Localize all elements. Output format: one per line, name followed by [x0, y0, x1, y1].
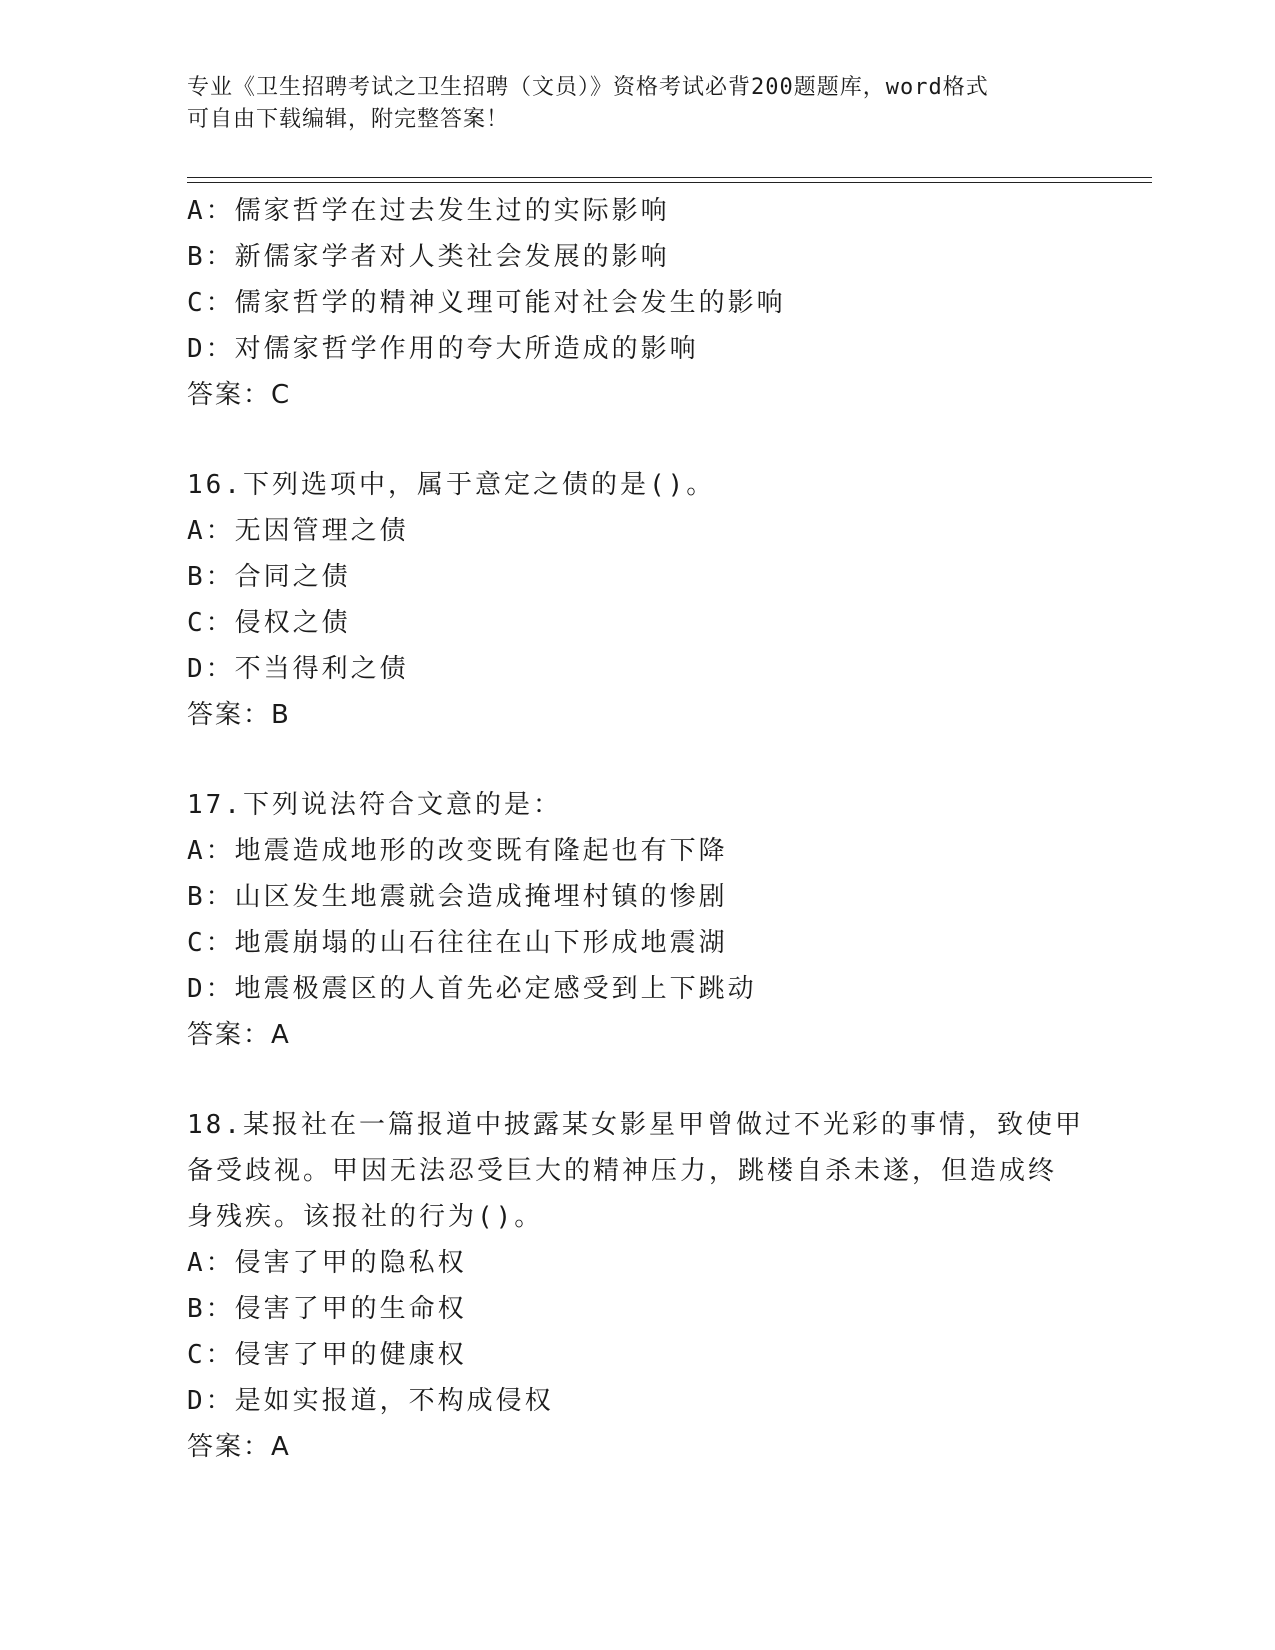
option-c: C：侵害了甲的健康权 [187, 1340, 467, 1370]
question-stem-line-3: 身残疾。该报社的行为()。 [187, 1202, 544, 1232]
option-d: D：是如实报道，不构成侵权 [187, 1386, 554, 1416]
option-a: A：侵害了甲的隐私权 [187, 1248, 467, 1278]
answer: 答案：A [187, 1432, 291, 1462]
answer: 答案：B [187, 700, 291, 730]
question-17 [187, 782, 1147, 1058]
header-title-line-1: 专业《卫生招聘考试之卫生招聘（文员）》资格考试必背200题题库，word格式 [187, 75, 989, 100]
spacer [187, 418, 1147, 462]
header-divider-bottom [187, 182, 1152, 183]
question-stem-line-1: 18.某报社在一篇报道中披露某女影星甲曾做过不光彩的事情，致使甲 [187, 1110, 1084, 1140]
document-header [187, 72, 1087, 136]
option-b: B：合同之债 [187, 562, 351, 592]
question-stem-line-2: 备受歧视。甲因无法忍受巨大的精神压力，跳楼自杀未遂，但造成终 [187, 1156, 1058, 1186]
option-b: B：山区发生地震就会造成掩埋村镇的惨剧 [187, 882, 728, 912]
option-c: C：地震崩塌的山石往往在山下形成地震湖 [187, 928, 728, 958]
header-title-line-2: 可自由下载编辑，附完整答案！ [187, 107, 510, 132]
option-c: C：儒家哲学的精神义理可能对社会发生的影响 [187, 288, 786, 318]
option-d: D：地震极震区的人首先必定感受到上下跳动 [187, 974, 757, 1004]
option-d: D：不当得利之债 [187, 654, 409, 684]
header-divider-top [187, 177, 1152, 178]
option-b: B：侵害了甲的生命权 [187, 1294, 467, 1324]
question-15 [187, 188, 1147, 418]
option-a: A：儒家哲学在过去发生过的实际影响 [187, 196, 670, 226]
question-list [187, 188, 1147, 1470]
spacer [187, 1058, 1147, 1102]
option-b: B：新儒家学者对人类社会发展的影响 [187, 242, 670, 272]
question-stem: 17.下列说法符合文意的是： [187, 790, 562, 820]
option-a: A：地震造成地形的改变既有隆起也有下降 [187, 836, 728, 866]
spacer [187, 738, 1147, 782]
question-16 [187, 462, 1147, 738]
option-a: A：无因管理之债 [187, 516, 409, 546]
option-c: C：侵权之债 [187, 608, 351, 638]
question-stem: 16.下列选项中，属于意定之债的是()。 [187, 470, 716, 500]
option-d: D：对儒家哲学作用的夸大所造成的影响 [187, 334, 699, 364]
answer: 答案：A [187, 1020, 291, 1050]
question-18 [187, 1102, 1147, 1470]
answer: 答案：C [187, 380, 292, 410]
